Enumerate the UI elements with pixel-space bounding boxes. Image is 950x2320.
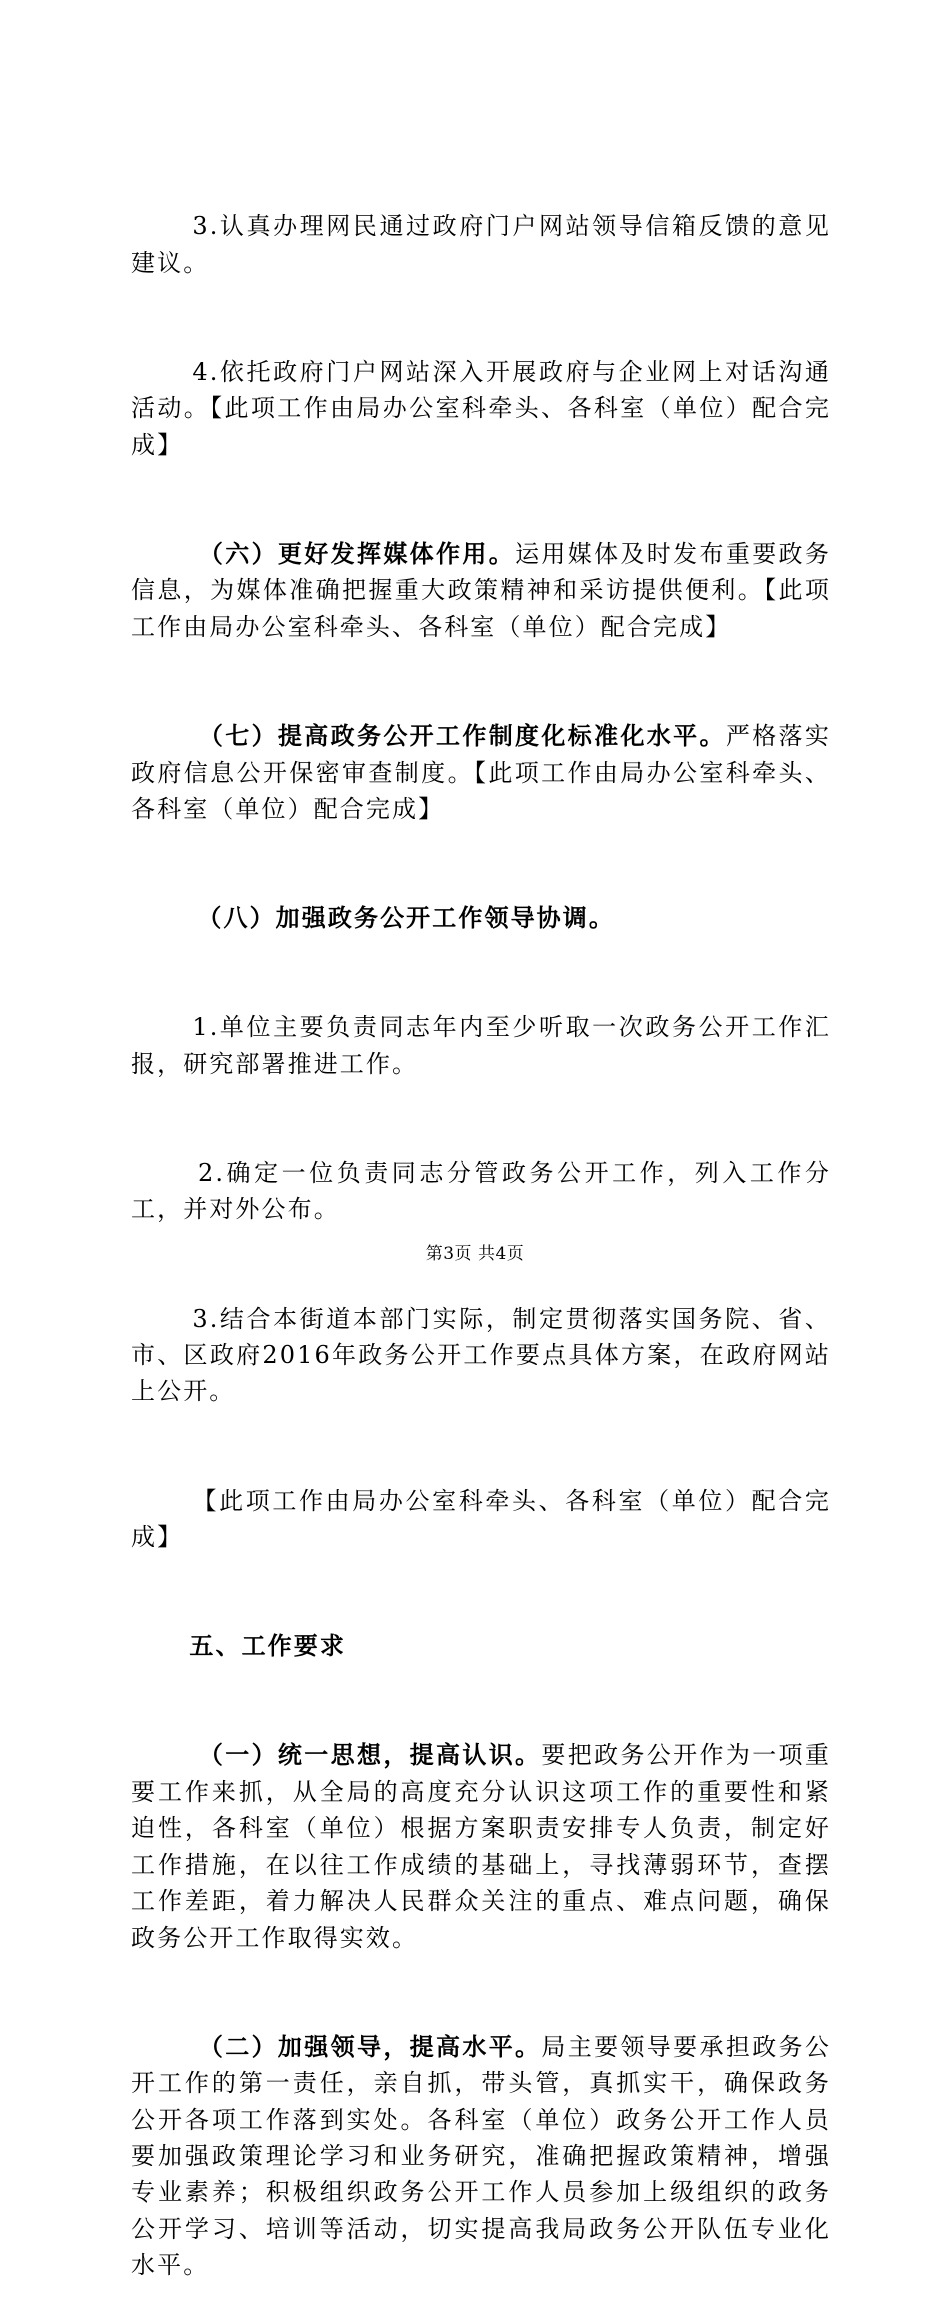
paragraph-requirement-2-leadership bbox=[131, 1992, 831, 2320]
page-footer bbox=[0, 1243, 950, 1265]
paragraph-text: 局主要领导要承担政务公开工作的第一责任，亲自抓，带头管，真抓实干，确保政务公开各项工作落到实处。各科室（单位）政务公开工作人员要加强政策理论学习和业务研究，准确把握政策精神，增强专业素养；积极组织政务公开工作人员参加上级组织的政务公开学习、培训等活动，切实提高我局政务公开队伍专业化水平。 bbox=[131, 2032, 831, 2280]
paragraph-text: 3.结合本街道本部门实际，制定贯彻落实国务院、省、市、区政府2016年政务公开工作要点具体方案，在政府网站上公开。 bbox=[131, 1304, 832, 1406]
paragraph-heading: （七）提高政务公开工作制度化标准化水平。 bbox=[198, 721, 726, 751]
paragraph-text: 运用媒体及时发布重要政务信息，为媒体准确把握重大政策精神和采访提供便利。【此项工作由局办公室科牵头、各科室（单位）配合完成】 bbox=[131, 540, 831, 641]
paragraph-item-3-plan bbox=[131, 1264, 831, 1446]
paragraph-section-7-standardization bbox=[131, 682, 831, 864]
page-number-label: 第3页 共4页 bbox=[425, 1244, 525, 1264]
paragraph-heading: （六）更好发挥媒体作用。 bbox=[198, 539, 516, 569]
paragraph-item-4-dialogue bbox=[131, 318, 831, 500]
paragraph-text: 1.单位主要负责同志年内至少听取一次政务公开工作汇报，研究部署推进工作。 bbox=[131, 1013, 832, 1078]
section-heading: 五、工作要求 bbox=[189, 1631, 346, 1661]
paragraph-text: 要把政务公开作为一项重要工作来抓，从全局的高度充分认识这项工作的重要性和紧迫性，各科室（单位）根据方案职责安排专人负责，制定好工作措施，在以往工作成绩的基础上，寻找薄弱环节，查摆工作差距，着力解决人民群众关注的重点、难点问题，确保政务公开工作取得实效。 bbox=[131, 1741, 831, 1952]
paragraph-heading: （八）加强政务公开工作领导协调。 bbox=[197, 903, 615, 933]
paragraph-text: 严格落实政府信息公开保密审查制度。【此项工作由局办公室科牵头、各科室（单位）配合完成】 bbox=[131, 722, 832, 823]
paragraph-item-3-mailbox bbox=[131, 172, 831, 318]
section-heading-work-requirements bbox=[131, 1592, 831, 1701]
paragraph-requirement-1-awareness bbox=[131, 1701, 831, 1992]
paragraph-heading: （二）加强领导，提高水平。 bbox=[198, 2031, 542, 2061]
paragraph-section-8-leadership bbox=[131, 864, 831, 973]
paragraph-responsibility-note bbox=[131, 1446, 831, 1592]
paragraph-heading: （一）统一思想，提高认识。 bbox=[198, 1740, 542, 1770]
paragraph-text: 2.确定一位负责同志分管政务公开工作，列入工作分工，并对外公布。 bbox=[131, 1158, 831, 1224]
paragraph-text: 3.认真办理网民通过政府门户网站领导信箱反馈的意见建议。 bbox=[131, 212, 832, 277]
paragraph-text: 【此项工作由局办公室科牵头、各科室（单位）配合完成】 bbox=[131, 1486, 831, 1552]
paragraph-text: 4.依托政府门户网站深入开展政府与企业网上对话沟通活动。【此项工作由局办公室科牵头、各科室（单位）配合完成】 bbox=[131, 358, 832, 459]
paragraph-section-6-media bbox=[131, 500, 831, 682]
paragraph-item-1-report bbox=[131, 973, 831, 1119]
